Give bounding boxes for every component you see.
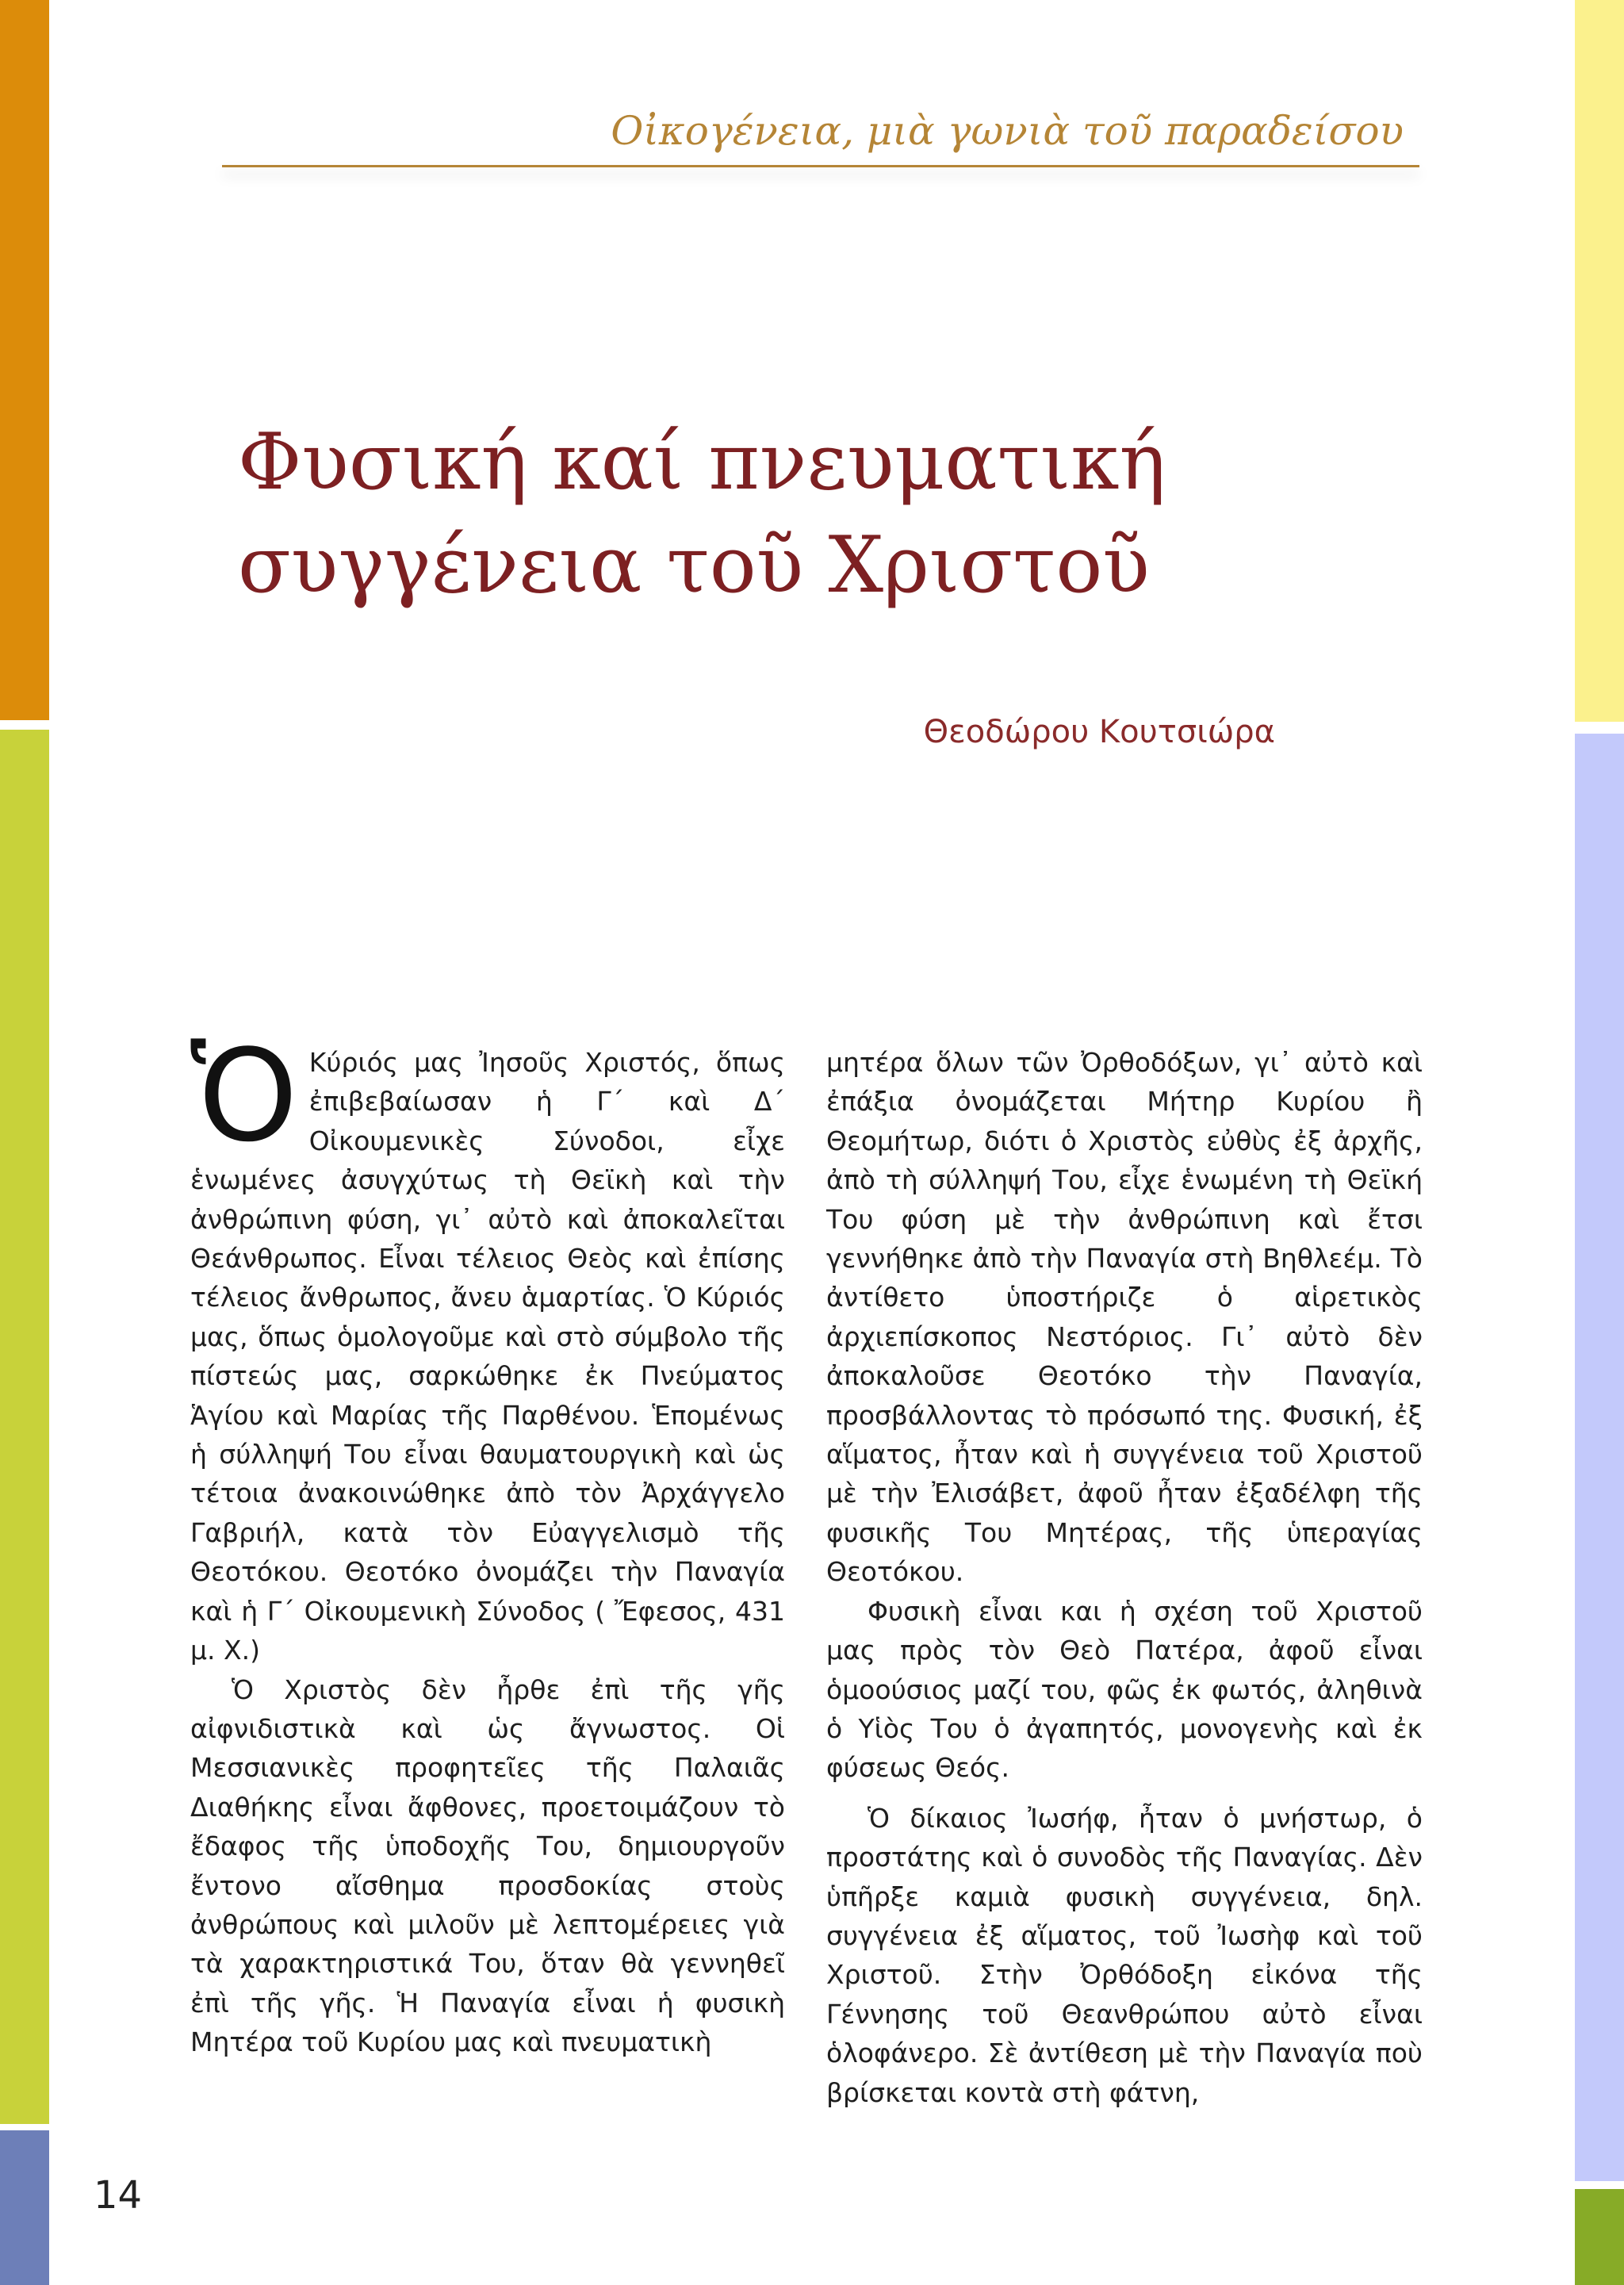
article-title-line2: συγγένεια τοῦ Χριστοῦ [238, 520, 1150, 611]
left-bar-top [0, 0, 49, 720]
paragraph: μητέρα ὅλων τῶν Ὀρθοδόξων, γι᾽ αὐτὸ καὶ ἐπάξια ὀνομάζεται Μήτηρ Κυρίου ἢ Θεομήτωρ, διότι ὁ Χριστὸς εὐθὺς ἐξ ἀρχῆς, ἀπὸ τὴ σύλληψή Του, εἶχε ἑνωμένη τὴ Θεϊκή Του φύση μὲ τὴν ἀνθρώπινη καὶ ἔτσι γεννήθηκε ἀπὸ τὴν Παναγία στὴ Βηθλεέμ. Τὸ ἀντίθετο ὑποστήριζε ὁ αἱρετικὸς ἀρχιεπίσκοπος Νεστόριος. Γι᾽ αὐτὸ δὲν ἀποκαλοῦσε Θεοτόκο τὴν Παναγία, προσβάλλοντας τὸ πρόσωπό της. Φυσική, ἐξ αἵματος, ἦταν καὶ ἡ συγγένεια τοῦ Χριστοῦ μὲ τὴν Ἐλισάβετ, ἀφοῦ ἦταν ἐξαδέλφη τῆς φυσικῆς Του Μητέρας, τῆς ὑπεραγίας Θεοτόκου. [826, 1047, 1423, 1588]
paragraph [190, 1022, 785, 1670]
article-title-line1: Φυσική καί πνευματική [238, 417, 1166, 508]
right-bar-bottom [1575, 2189, 1624, 2285]
right-bar-middle [1575, 734, 1624, 2181]
paragraph: Ὁ δίκαιος Ἰωσήφ, ἦταν ὁ μνήστωρ, ὁ προστάτης καὶ ὁ συνοδὸς τῆς Παναγίας. Δὲν ὑπῆρξε καμιὰ φυσικὴ συγγένεια, δηλ. συγγένεια ἐξ αἵματος, τοῦ Ἰωσὴφ καὶ τοῦ Χριστοῦ. Στὴν Ὀρθόδοξη εἰκόνα τῆς Γέννησης τοῦ Θεανθρώπου αὐτὸ εἶναι ὁλοφάνερο. Σὲ ἀντίθεση μὲ τὴν Παναγία ποὺ βρίσκεται κοντὰ στὴ φάτνη, [826, 1802, 1423, 2108]
left-bar-bottom [0, 2130, 49, 2285]
text-column-right [826, 1043, 1423, 2112]
paragraph: Φυσικὴ εἶναι και ἡ σχέση τοῦ Χριστοῦ μας πρὸς τὸν Θεὸ Πατέρα, ἀφοῦ εἶναι ὁμοούσιος μαζί του, φῶς ἐκ φωτός, ἀληθινὰ ὁ Υἱὸς Του ὁ ἀγαπητός, μονογενὴς καὶ ἐκ φύσεως Θεός. [826, 1595, 1423, 1784]
paragraph: Ὁ Χριστὸς δὲν ἦρθε ἐπὶ τῆς γῆς αἰφνιδιστικὰ καὶ ὡς ἄγνωστος. Οἱ Μεσσιανικὲς προφητεῖες τῆς Παλαιᾶς Διαθήκης εἶναι ἄφθονες, προετοιμάζουν τὸ ἔδαφος τῆς ὑποδοχῆς Του, δημιουργοῦν ἔντονο αἴσθημα προσδοκίας στοὺς ἀνθρώπους καὶ μιλοῦν μὲ λεπτομέρειες γιὰ τὰ χαρακτηριστικά Του, ὅταν θὰ γεννηθεῖ ἐπὶ τῆς γῆς. Ἡ Παναγία εἶναι ἡ φυσικὴ Μητέρα τοῦ Κυρίου μας καὶ πνευματικὴ [190, 1673, 785, 2058]
article-title [238, 411, 1166, 617]
text-column-left [190, 1022, 785, 2062]
running-header: Οἰκογένεια, μιὰ γωνιὰ τοῦ παραδείσου [611, 108, 1404, 154]
left-bar-middle [0, 730, 49, 2124]
right-bar-top [1575, 0, 1624, 722]
drop-cap: Ὁ [190, 1022, 298, 1170]
header-rule [222, 165, 1419, 167]
paragraph-text: Κύριός μας Ἰησοῦς Χριστός, ὅπως ἐπιβεβαίωσαν ἡ Γ΄ καὶ Δ΄ Οἰκουμενικὲς Σύνοδοι, εἶχε ἑνωμένες ἀσυγχύτως τὴ Θεϊκὴ καὶ τὴν ἀνθρώπινη φύση, γι᾽ αὐτὸ καὶ ἀποκαλεῖται Θεάνθρωπος. Εἶναι τέλειος Θεὸς καὶ ἐπίσης τέλειος ἄνθρωπος, ἄνευ ἁμαρτίας. Ὁ Κύριός μας, ὅπως ὁμολογοῦμε καὶ στὸ σύμβολο τῆς πίστεώς μας, σαρκώθηκε ἐκ Πνεύματος Ἁγίου καὶ Μαρίας τῆς Παρθένου. Ἑπομένως ἡ σύλληψή Του εἶναι θαυματουργικὴ καὶ ὡς τέτοια ἀνακοινώθηκε ἀπὸ τὸν Ἀρχάγγελο Γαβριήλ, κατὰ τὸν Εὐαγγελισμὸ τῆς Θεοτόκου. Θεοτόκο ὀνομάζει τὴν Παναγία καὶ ἡ Γ΄ Οἰκουμενικὴ Σύνοδος ( Ἔφεσος, 431 μ. Χ.) [190, 1047, 785, 1666]
article-author: Θεοδώρου Κουτσιώρα [923, 714, 1275, 750]
page-number: 14 [94, 2173, 143, 2218]
